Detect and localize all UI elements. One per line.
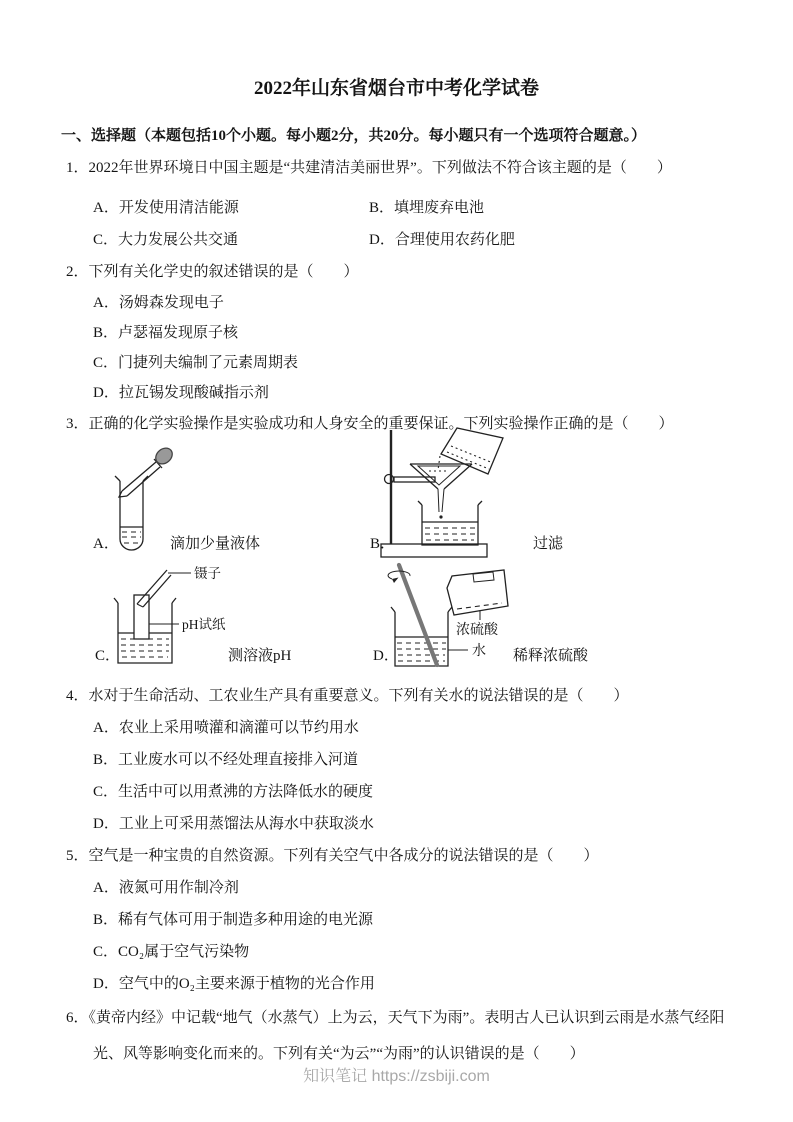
option-text: 液氮可用作制冷剂 [118,880,239,896]
option-label: C． [93,232,119,248]
option-b [93,318,727,348]
figure-d-caption: 稀释浓硫酸 [513,648,589,664]
option-text: 卢瑟福发现原子核 [118,325,239,341]
question-6 [66,1000,727,1072]
question-number: 6． [66,1010,89,1026]
option-text: 生活中可以用煮沸的方法降低水的硬度 [118,784,374,800]
option-c [93,224,369,256]
question-1 [66,152,727,256]
option-text: 开发使用清洁能源 [118,200,239,216]
tweezers-annotation: 镊子 [194,566,221,581]
option-label: D． [93,385,119,401]
question-1-options [66,192,727,256]
question-number: 1． [66,160,89,176]
option-d [369,224,727,256]
figure-b-label: B． [370,536,396,552]
question-text: 《黄帝内经》中记载“地气（水蒸气）上为云，天气下为雨”。表明古人已认识到云雨是水蒸气经阳光、风等影响变化而来的。下列有关“为云”“为雨”的认识错误的是（ ） [88,1010,725,1062]
option-text: 工业废水可以不经处理直接排入河道 [118,752,359,768]
option-text: 合理使用农药化肥 [394,232,515,248]
question-2-options [66,288,727,408]
option-a [93,192,369,224]
question-text: 空气是一种宝贵的自然资源。下列有关空气中各成分的说法错误的是（ ） [88,848,599,864]
question-text: 正确的化学实验操作是实验成功和人身安全的重要保证。下列实验操作正确的是（ ） [88,416,674,432]
option-d [93,968,727,1000]
acid-annotation: 浓硫酸 [456,623,498,638]
option-label: C． [93,355,119,371]
figure-a-caption: 滴加少量液体 [170,536,261,552]
option-label: A． [93,880,119,896]
question-4-options [66,712,727,840]
option-label: C． [93,944,119,960]
option-label: B． [369,200,395,216]
option-label: D． [93,816,119,832]
option-label: A． [93,720,119,736]
option-text: 稀有气体可用于制造多种用途的电光源 [118,912,374,928]
option-c [93,348,727,378]
question-number: 3． [66,416,89,432]
option-text: 填埋废弃电池 [394,200,485,216]
option-label: B． [93,325,119,341]
option-c [93,936,727,968]
option-text: 空气中的O₂主要来源于植物的光合作用 [118,976,375,992]
option-text: 门捷列夫编制了元素周期表 [118,355,299,371]
question-text: 2022年世界环境日中国主题是“共建清洁美丽世界”。下列做法不符合该主题的是（ ） [88,160,672,176]
question-5 [66,840,727,1000]
water-annotation: 水 [472,644,486,659]
question-6-stem [66,1000,727,1072]
option-b [369,192,727,224]
option-label: C． [93,784,119,800]
figure-dilute-acid-drawing [390,563,515,670]
option-label: A． [93,295,119,311]
option-b [93,744,727,776]
option-label: A． [93,200,119,216]
question-text: 下列有关化学史的叙述错误的是（ ） [88,264,359,280]
question-number: 5． [66,848,89,864]
question-5-options [66,872,727,1000]
option-text: 大力发展公共交通 [118,232,239,248]
section-heading: 一、选择题（本题包括10个小题。每小题2分，共20分。每小题只有一个选项符合题意。） [61,128,647,144]
option-label: D． [369,232,395,248]
option-text: 拉瓦锡发现酸碱指示剂 [118,385,269,401]
question-4-stem [66,680,727,712]
option-a [93,872,727,904]
question-3 [66,408,727,680]
figure-d-label: D． [373,648,399,664]
figure-filtration-drawing [381,424,526,562]
option-label: D． [93,976,119,992]
question-number: 4． [66,688,89,704]
page-title: 2022年山东省烟台市中考化学试卷 [253,78,539,99]
site-watermark: 知识笔记 https://zsbiji.com [303,1068,490,1085]
question-4 [66,680,727,840]
option-label: B． [93,752,119,768]
figure-c-label: C． [95,648,121,664]
question-1-stem [66,152,727,184]
option-a [93,712,727,744]
figure-b-caption: 过滤 [533,536,564,552]
question-3-figures [66,440,727,680]
option-text: CO₂属于空气污染物 [118,944,250,960]
option-b [93,904,727,936]
option-d [93,378,727,408]
option-text: 汤姆森发现电子 [118,295,224,311]
ph-paper-annotation: pH试纸 [182,617,226,632]
option-text: 工业上可采用蒸馏法从海水中获取淡水 [118,816,374,832]
figure-a-label: A． [93,536,119,552]
option-text: 农业上采用喷灌和滴灌可以节约用水 [118,720,359,736]
question-number: 2． [66,264,89,280]
option-c [93,776,727,808]
option-d [93,808,727,840]
figure-c-caption: 测溶液pH [228,648,292,664]
question-2 [66,256,727,408]
question-2-stem [66,256,727,288]
question-text: 水对于生命活动、工农业生产具有重要意义。下列有关水的说法错误的是（ ） [88,688,629,704]
question-5-stem [66,840,727,872]
option-label: B． [93,912,119,928]
option-a [93,288,727,318]
